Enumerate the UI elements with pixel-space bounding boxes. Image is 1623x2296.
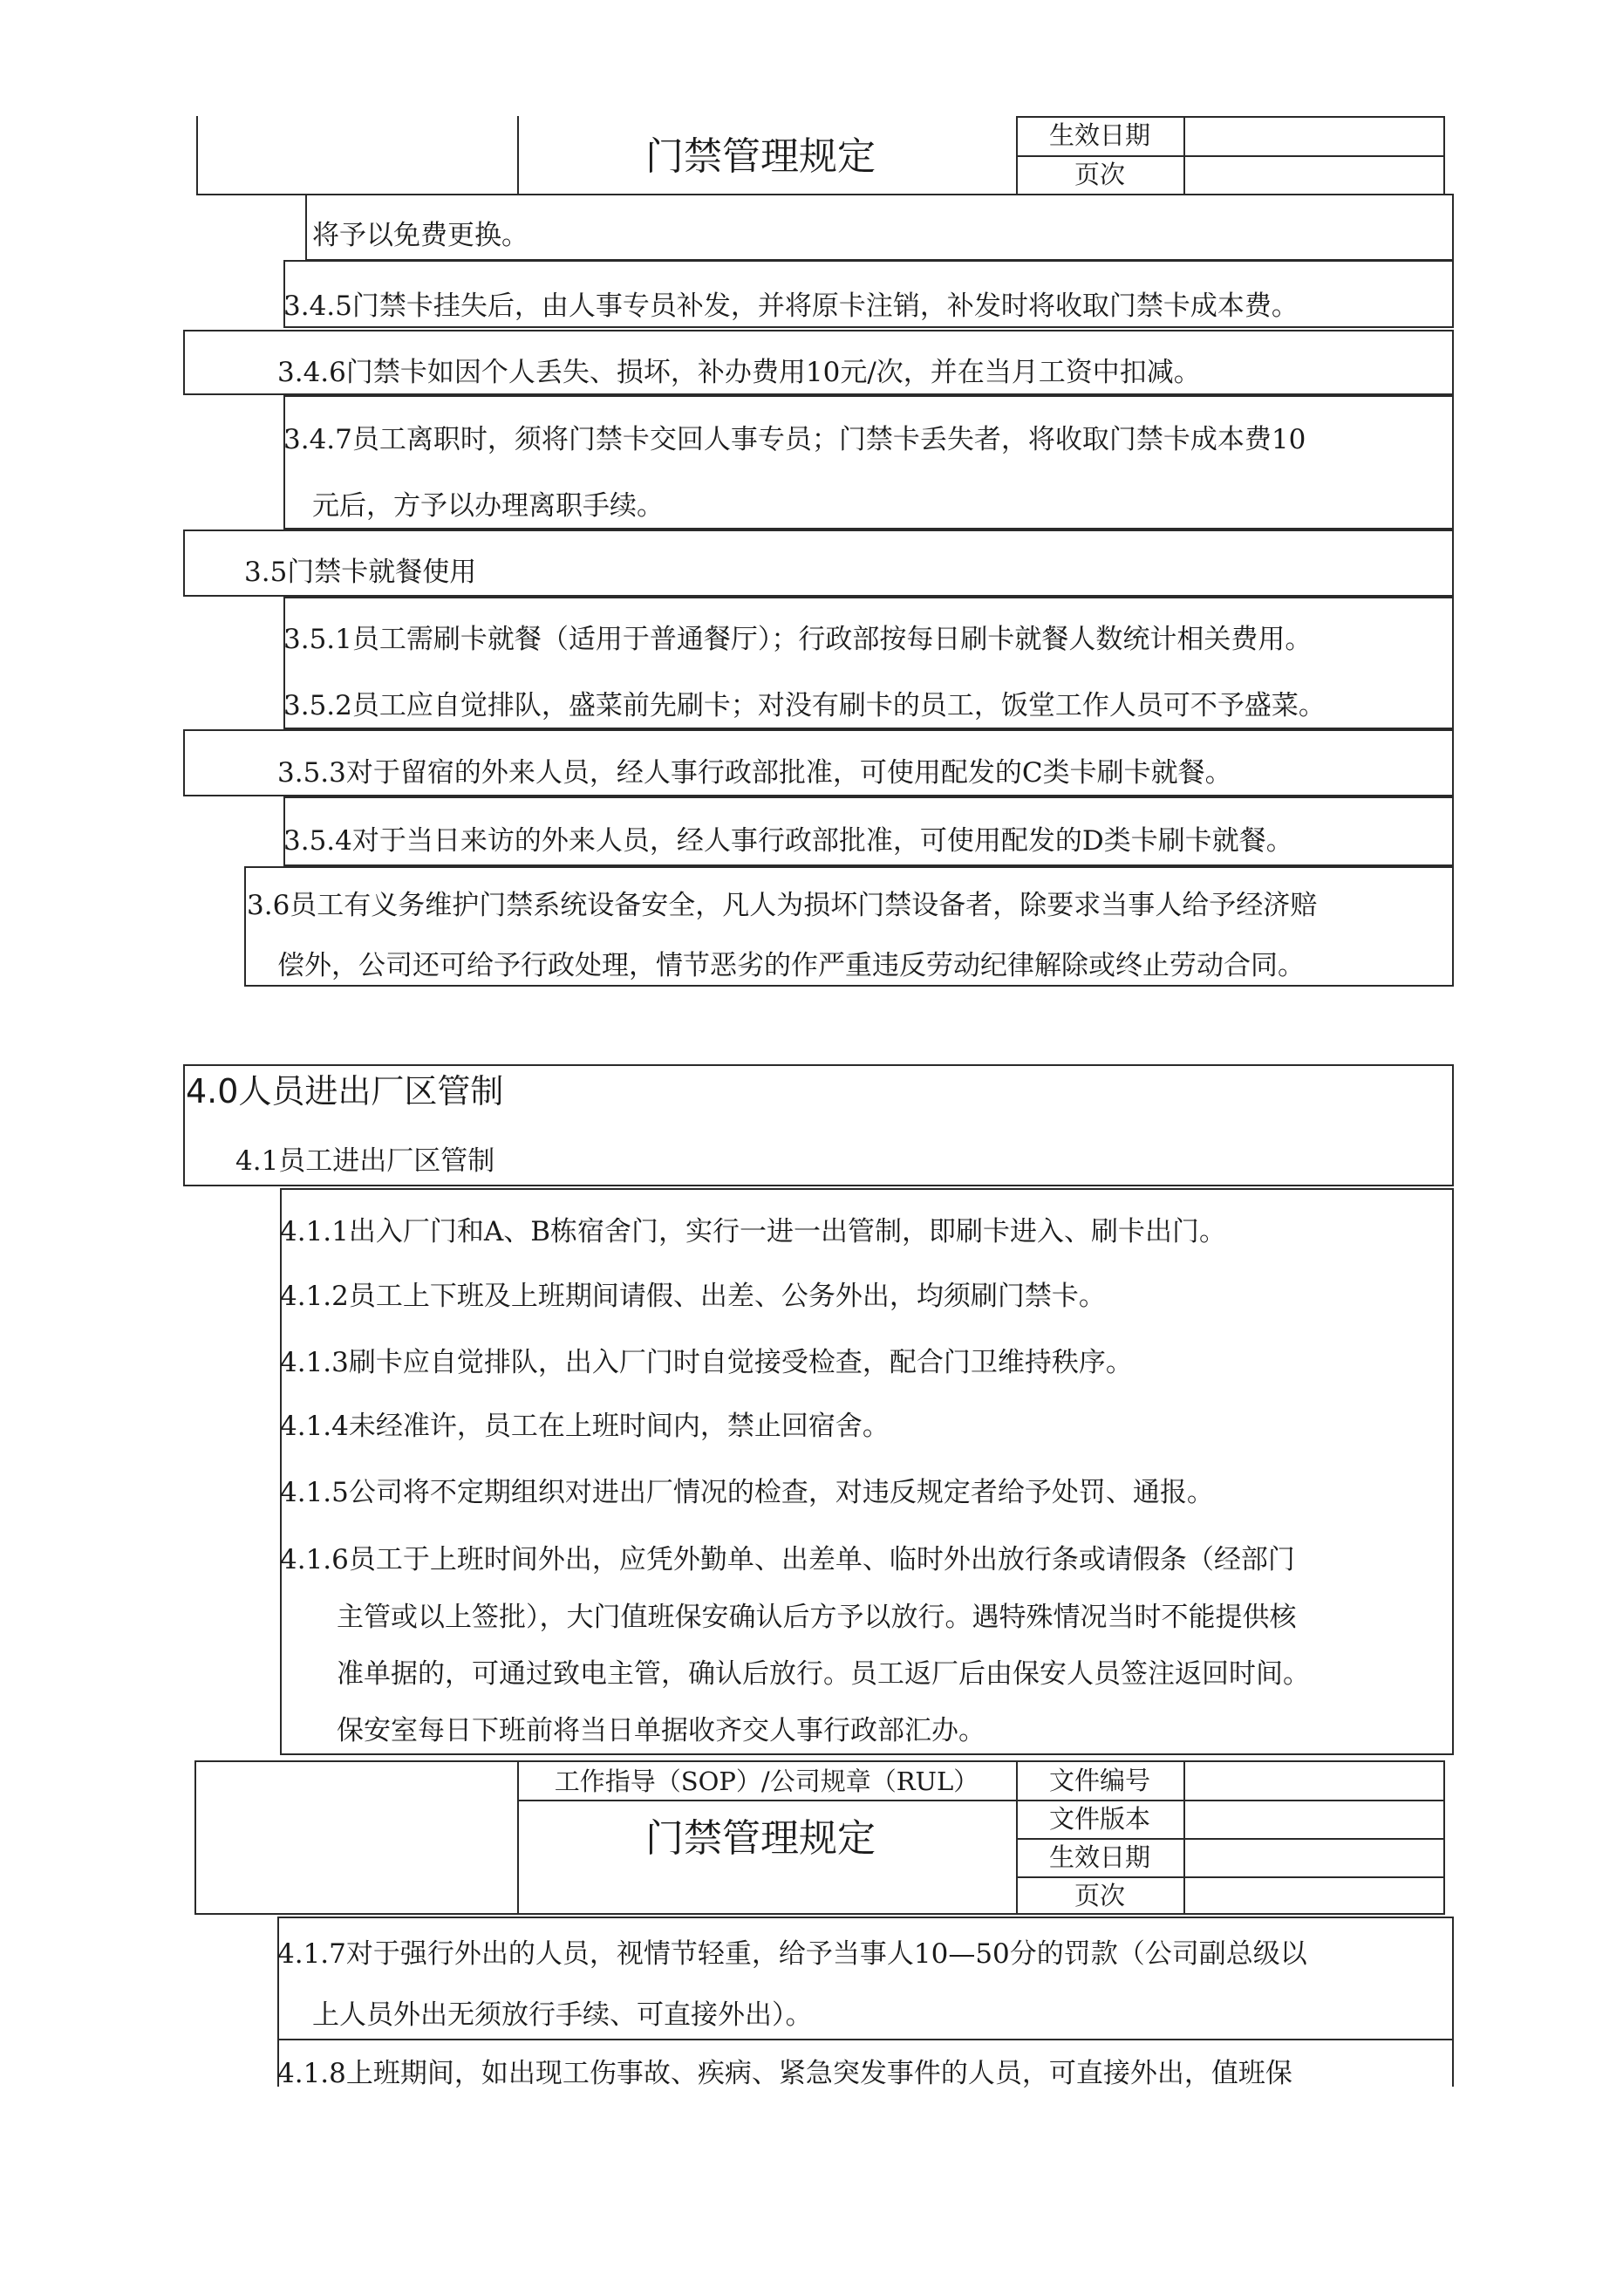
page-label: 页次 bbox=[1074, 1881, 1125, 1910]
paragraph-line: 3.6员工有义务维护门禁系统设备安全，凡人为损坏门禁设备者，除要求当事人给予经济赔 bbox=[247, 890, 1318, 921]
document-title: 门禁管理规定 bbox=[645, 134, 876, 179]
effective-date-label: 生效日期 bbox=[1048, 1842, 1150, 1872]
paragraph-line: 4.1.8上班期间，如出现工伤事故、疾病、紧急突发事件的人员，可直接外出，值班保 bbox=[277, 2058, 1292, 2089]
paragraph-line: 4.1.2员工上下班及上班期间请假、出差、公务外出，均须刷门禁卡。 bbox=[280, 1281, 1106, 1312]
paragraph-line: 主管或以上签批），大门值班保安确认后方予以放行。遇特殊情况当时不能提供核 bbox=[337, 1602, 1297, 1633]
document-title: 门禁管理规定 bbox=[645, 1816, 876, 1861]
paragraph-line: 4.1.6员工于上班时间外出，应凭外勤单、出差单、临时外出放行条或请假条（经部门 bbox=[280, 1544, 1295, 1575]
paragraph-line: 3.5.1员工需刷卡就餐（适用于普通餐厅）；行政部按每日刷卡就餐人数统计相关费用。 bbox=[283, 624, 1313, 655]
paragraph-line: 准单据的，可通过致电主管，确认后放行。员工返厂后由保安人员签注返回时间。 bbox=[337, 1658, 1310, 1690]
document-type-subtitle: 工作指导（SOP）/公司规章（RUL） bbox=[554, 1766, 979, 1796]
paragraph-line: 4.1.7对于强行外出的人员，视情节轻重，给予当事人10—50分的罚款（公司副总级以 bbox=[277, 1938, 1307, 1970]
paragraph-line: 将予以免费更换。 bbox=[312, 220, 528, 251]
paragraph-line: 4.1.4未经准许，员工在上班时间内，禁止回宿舍。 bbox=[280, 1411, 890, 1442]
paragraph-line: 上人员外出无须放行手续、可直接外出）。 bbox=[312, 1999, 813, 2031]
paragraph-line: 偿外，公司还可给予行政处理，情节恶劣的作严重违反劳动纪律解除或终止劳动合同。 bbox=[277, 950, 1305, 981]
paragraph-line: 元后，方予以办理离职手续。 bbox=[312, 490, 664, 522]
paragraph-line: 3.5.4对于当日来访的外来人员，经人事行政部批准，可使用配发的D类卡刷卡就餐。 bbox=[283, 825, 1293, 857]
paragraph-line: 3.5.2员工应自觉排队，盛菜前先刷卡；对没有刷卡的员工，饭堂工作人员可不予盛菜。 bbox=[283, 690, 1326, 721]
paragraph-line: 保安室每日下班前将当日单据收齐交人事行政部汇办。 bbox=[337, 1715, 985, 1746]
paragraph-line: 4.1.5公司将不定期组织对进出厂情况的检查，对违反规定者给予处罚、通报。 bbox=[280, 1477, 1214, 1508]
paragraph-line: 3.4.7员工离职时，须将门禁卡交回人事专员；门禁卡丢失者，将收取门禁卡成本费10 bbox=[283, 424, 1306, 455]
paragraph-line: 4.1.3刷卡应自觉排队，出入厂门时自觉接受检查，配合门卫维持秩序。 bbox=[280, 1347, 1133, 1378]
paragraph-line: 3.5.3对于留宿的外来人员，经人事行政部批准，可使用配发的C类卡刷卡就餐。 bbox=[277, 757, 1232, 789]
paragraph-line: 3.4.5门禁卡挂失后，由人事专员补发，并将原卡注销，补发时将收取门禁卡成本费。 bbox=[283, 290, 1299, 322]
section-heading-4-0: 4.0人员进出厂区管制 bbox=[186, 1072, 504, 1110]
document-version-label: 文件版本 bbox=[1048, 1804, 1150, 1834]
effective-date-label: 生效日期 bbox=[1048, 120, 1150, 150]
paragraph-line: 3.4.6门禁卡如因个人丢失、损坏，补办费用10元/次，并在当月工资中扣减。 bbox=[277, 357, 1201, 388]
paragraph-line: 4.1.1出入厂门和A、B栋宿舍门，实行一进一出管制，即刷卡进入、刷卡出门。 bbox=[280, 1216, 1227, 1247]
page-label: 页次 bbox=[1074, 160, 1125, 189]
section-heading-4-1: 4.1员工进出厂区管制 bbox=[235, 1145, 495, 1177]
section-heading-3-5: 3.5门禁卡就餐使用 bbox=[244, 557, 477, 588]
document-number-label: 文件编号 bbox=[1048, 1766, 1150, 1795]
